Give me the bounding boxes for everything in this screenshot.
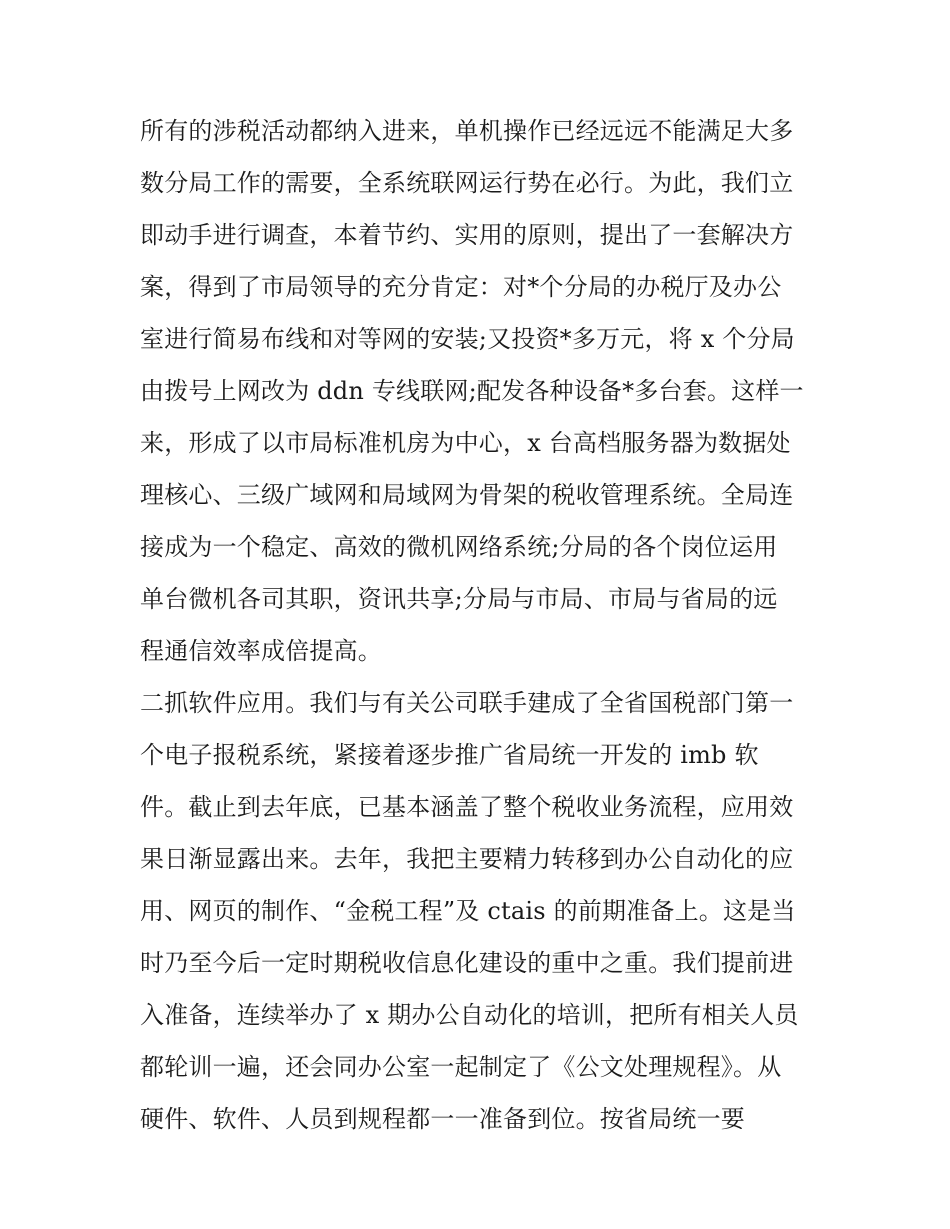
text-line: 件。截止到去年底，已基本涵盖了整个税收业务流程，应用效 (140, 793, 794, 821)
text-line: 果日渐显露出来。去年，我把主要精力转移到办公自动化的应 (140, 845, 794, 873)
text-line: 数分局工作的需要，全系统联网运行势在必行。为此，我们立 (140, 169, 794, 197)
text-line: 时乃至今后一定时期税收信息化建设的重中之重。我们提前进 (140, 949, 794, 977)
text-line: 室进行简易布线和对等网的安装;又投资*多万元，将 x 个分局 (140, 325, 795, 353)
text-line: 由拨号上网改为 ddn 专线联网;配发各种设备*多台套。这样一 (140, 377, 804, 405)
text-line: 程通信效率成倍提高。 (140, 637, 382, 665)
text-line: 硬件、软件、人员到规程都一一准备到位。按省局统一要 (140, 1105, 745, 1133)
text-line: 理核心、三级广域网和局域网为骨架的税收管理系统。全局连 (140, 481, 794, 509)
text-line: 个电子报税系统，紧接着逐步推广省局统一开发的 imb 软 (140, 741, 759, 769)
text-line: 入准备，连续举办了 x 期办公自动化的培训，把所有相关人员 (140, 1001, 799, 1029)
text-line: 都轮训一遍，还会同办公室一起制定了《公文处理规程》。从 (140, 1053, 782, 1081)
text-line: 来，形成了以市局标准机房为中心，x 台高档服务器为数据处 (140, 429, 791, 457)
text-line: 用、网页的制作、“金税工程”及 ctais 的前期准备上。这是当 (140, 897, 796, 925)
text-line: 单台微机各司其职，资讯共享;分局与市局、市局与省局的远 (140, 585, 778, 613)
text-line: 二抓软件应用。我们与有关公司联手建成了全省国税部门第一 (140, 689, 794, 717)
text-line: 接成为一个稳定、高效的微机网络系统;分局的各个岗位运用 (140, 533, 778, 561)
text-line: 所有的涉税活动都纳入进来，单机操作已经远远不能满足大多 (140, 117, 794, 145)
body-text (140, 105, 830, 1145)
text-line: 案，得到了市局领导的充分肯定：对*个分局的办税厅及办公 (140, 273, 782, 301)
text-line: 即动手进行调查，本着节约、实用的原则，提出了一套解决方 (140, 221, 794, 249)
